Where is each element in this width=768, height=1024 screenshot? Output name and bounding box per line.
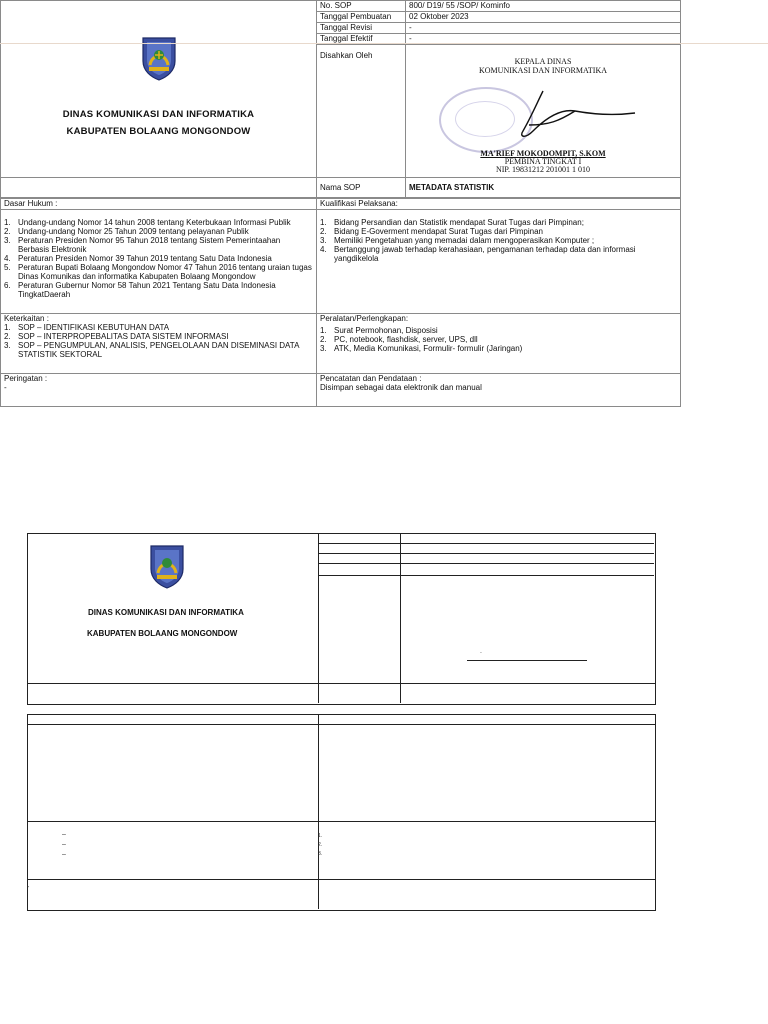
keterkaitan-label: Keterkaitan : [4,314,49,323]
dasar-hukum-label: Dasar Hukum : [1,199,317,210]
list-item: 2. Bidang E-Goverment mendapat Surat Tugas dari Pimpinan [320,227,544,236]
list-item: 1. Undang-undang Nomor 14 tahun 2008 tentang Keterbukaan Informasi Publik [4,218,291,227]
page-top-rule [0,43,768,44]
pencatatan-value: Disimpan sebagai data elektronik dan manual [320,383,482,392]
signature-cell [406,45,681,178]
nama-sop-value: METADATA STATISTIK [406,178,681,198]
tgl-pembuatan-value: 02 Oktober 2023 [406,12,681,23]
ghost-dash: – [62,851,66,858]
ghost-dash: – [62,841,66,848]
list-item: 1. SOP – IDENTIFIKASI KEBUTUHAN DATA [4,323,170,332]
sop-header-table [0,0,681,198]
list-item: 2. Undang-undang Nomor 25 Tahun 2009 tentang pelayanan Publik [4,227,249,236]
ghost-signature-line [467,660,587,661]
list-item: 3. ATK, Media Komunikasi, Formulir- formulir (Jaringan) [320,344,523,353]
peringatan-label: Peringatan : [4,374,48,383]
ghost-divider [318,553,654,554]
org-identity-cell [1,1,317,178]
ghost-divider [400,533,401,703]
ghost-org-line2: KABUPATEN BOLAANG MONGONDOW [87,629,238,638]
list-item: 4. Peraturan Presiden Nomor 39 Tahun 2019 tentang Satu Data Indonesia [4,254,272,263]
signer-name: MA'RIEF MOKODOMPIT, S.KOM [480,149,606,158]
pencatatan-label: Pencatatan dan Pendataan : [320,374,422,383]
pencatatan-cell [317,374,681,407]
org-name-line1: DINAS KOMUNIKASI DAN INFORMATIKA [62,109,255,120]
ghost-divider [318,543,654,544]
list-item: 2. SOP – INTERPROPEBALITAS DATA SISTEM INFORMASI [4,332,229,341]
list-item: 3. Peraturan Presiden Nomor 95 Tahun 2018 tentang Sistem Pemerintaahan Berbasis Elektronik [4,236,281,254]
tgl-efektif-label: Tanggal Efektif [317,34,406,45]
ghost-divider [27,683,655,684]
tgl-pembuatan-label: Tanggal Pembuatan [317,12,406,23]
sop-body-table [0,198,681,407]
no-sop-value: 800/ D19/ 55 /SOP/ Kominfo [406,1,681,12]
ghost-divider [318,533,319,703]
ghost-divider [27,724,655,725]
ghost-num: 3. [318,851,323,857]
peralatan-list [320,326,677,353]
signer-nip: NIP. 19831212 201001 1 010 [495,165,590,174]
ghost-body-frame [27,714,656,911]
list-item: 5. Peraturan Bupati Bolaang Mongondow Nomor 47 Tahun 2016 tentang uraian tugas Dinas Komunikas dan informatika Kabupaten Bolaang Mongondow [4,263,312,281]
dasar-hukum-cell [1,210,317,314]
blank-name-cell [1,178,317,198]
no-sop-label: No. SOP [317,1,406,12]
nama-sop-label: Nama SOP [317,178,406,198]
regency-shield-logo [4,35,313,81]
ghost-divider [27,821,655,822]
ghost-dot: . [480,648,482,655]
signer-title-1: KEPALA DINAS [514,57,572,66]
list-item: 3. Memiliki Pengetahuan yang memadai dalam mengoperasikan Komputer ; [320,236,595,245]
list-item: 1. Bidang Persandian dan Statistik mendapat Surat Tugas dari Pimpinan; [320,218,584,227]
peralatan-label: Peralatan/Perlengkapan: [320,314,409,323]
list-item: 3. SOP – PENGUMPULAN, ANALISIS, PENGELOLAAN DAN DISEMINASI DATA STATISTIK SEKTORAL [4,341,299,359]
list-item: 6. Peraturan Gubernur Nomor 58 Tahun 2021 Tentang Satu Data Indonesia TingkatDaerah [4,281,276,299]
ghost-header-frame [27,533,656,705]
kualifikasi-list [320,218,677,263]
org-name-line2: KABUPATEN BOLAANG MONGONDOW [66,126,251,137]
handwritten-signature [479,85,639,145]
ghost-org-line1: DINAS KOMUNIKASI DAN INFORMATIKA [88,608,244,617]
signer-rank: PEMBINA TINGKAT I [504,157,582,166]
ghost-num: 1. [318,833,323,839]
dasar-hukum-list [4,218,313,299]
kualifikasi-cell [317,210,681,314]
ghost-dot: - [27,884,30,891]
ghost-divider [318,563,654,564]
disahkan-label: Disahkan Oleh [317,45,406,178]
kualifikasi-label: Kualifikasi Pelaksana: [317,199,681,210]
peringatan-value: - [4,383,7,392]
tgl-revisi-label: Tanggal Revisi [317,23,406,34]
tgl-efektif-value: - [406,34,681,45]
peralatan-cell [317,314,681,374]
list-item: 4. Bertanggung jawab terhadap kerahasiaan, pengamanan terhadap data dan informasi yangdikelola [320,245,636,263]
keterkaitan-list [4,323,313,359]
ghost-dash: – [62,831,66,838]
tgl-revisi-value: - [406,23,681,34]
peringatan-cell [1,374,317,407]
ghost-num: 2. [318,842,323,848]
list-item: 1. Surat Permohonan, Disposisi [320,326,438,335]
signature-block [409,57,677,177]
ghost-divider [27,879,655,880]
ghost-shield-logo [148,543,186,589]
signer-title-2: KOMUNIKASI DAN INFORMATIKA [479,66,607,75]
keterkaitan-cell [1,314,317,374]
ghost-divider [318,575,654,576]
list-item: 2. PC, notebook, flashdisk, server, UPS, dll [320,335,478,344]
